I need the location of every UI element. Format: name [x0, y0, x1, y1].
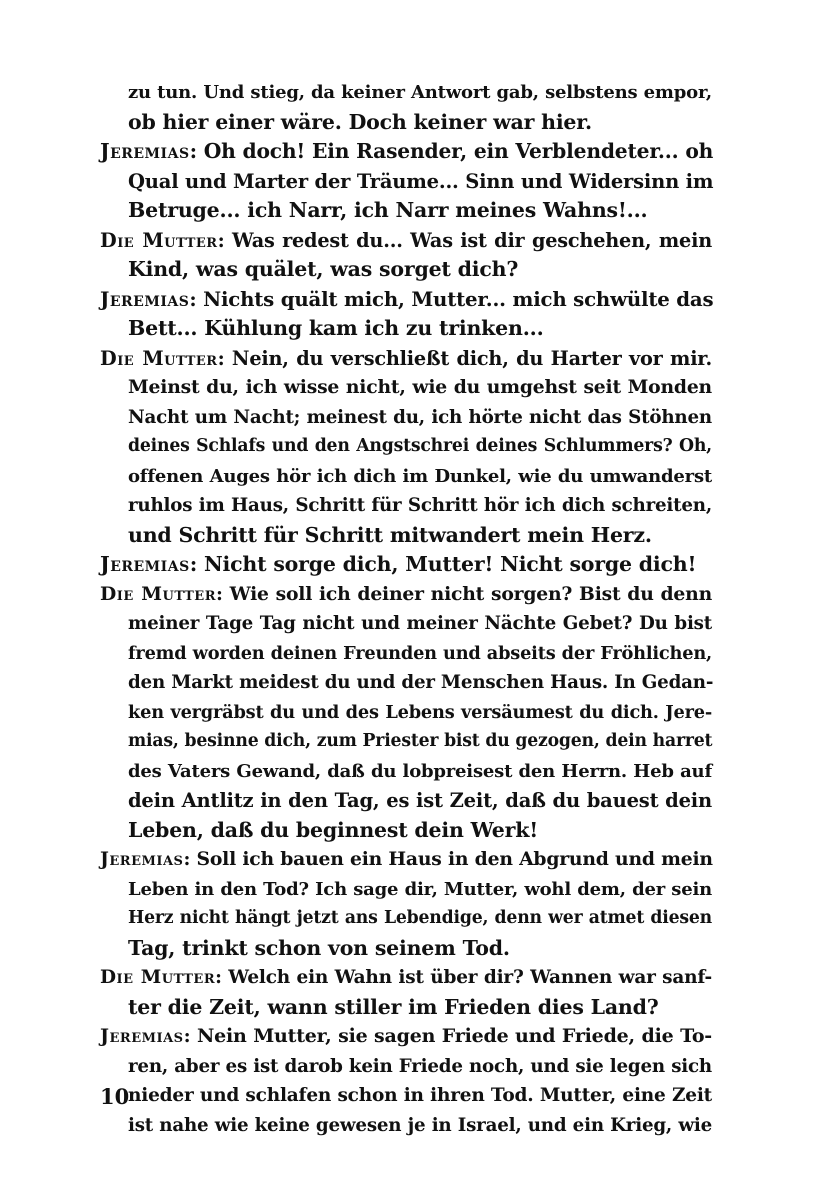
text-line: [100, 1111, 712, 1141]
line-text: den Markt meidest du und der Menschen Haus. In Gedan-: [128, 672, 714, 693]
line-text: Qual und Marter der Träume... Sinn und Widersinn im: [128, 169, 714, 193]
speaker-name: Die Mutter: [100, 346, 218, 370]
page-number: 10: [100, 1084, 130, 1109]
line-text: offenen Auges hör ich dich im Dunkel, wie du umwanderst: [128, 465, 712, 487]
text-line: [100, 167, 712, 197]
line-text: : Welch ein Wahn ist über dir? Wannen war sanf-: [215, 967, 712, 988]
line-text: : Oh doch! Ein Rasender, ein Verblendeter... oh: [189, 139, 714, 163]
line-text: dein Antlitz in den Tag, es ist Zeit, daß du bauest dein: [128, 789, 712, 812]
line-text: : Was redest du... Was ist dir geschehen, mein: [217, 228, 712, 252]
line-text: fremd worden deinen Freunden und abseits der Fröhlichen,: [128, 642, 712, 664]
text-line: [100, 491, 712, 521]
text-line: [100, 403, 712, 433]
text-line: [100, 285, 712, 315]
line-text: ren, aber es ist darob kein Friede noch, und sie legen sich: [128, 1055, 712, 1077]
line-text: Betruge... ich Narr, ich Narr meines Wahns!...: [128, 198, 648, 222]
text-line: [100, 373, 712, 403]
text-line: [100, 609, 712, 639]
text-line: [100, 255, 712, 285]
text-line: [100, 78, 712, 108]
line-text: Tag, trinkt schon von seinem Tod.: [128, 935, 510, 960]
text-line: [100, 196, 712, 226]
text-line: [100, 934, 712, 964]
text-line: [100, 727, 712, 757]
line-text: meiner Tage Tag nicht und meiner Nächte Gebet? Du bist: [128, 613, 712, 634]
text-line: [100, 698, 712, 728]
text-line: [100, 314, 712, 344]
line-text: des Vaters Gewand, daß du lobpreisest den Herrn. Heb auf: [128, 760, 712, 782]
line-text: ist nahe wie keine gewesen je in Israel, und ein Krieg, wie: [128, 1114, 712, 1136]
speaker-name: Jeremias: [100, 552, 190, 576]
text-line: [100, 1081, 712, 1111]
speaker-name: Die Mutter: [100, 967, 216, 988]
line-text: deines Schlafs und den Angstschrei deines Schlummers? Oh,: [128, 436, 712, 456]
text-line: [100, 226, 712, 256]
text-line: [100, 963, 712, 993]
line-text: ken vergräbst du und des Lebens versäumest du dich. Jere-: [128, 701, 712, 723]
line-text: und Schritt für Schritt mitwandert mein Herz.: [128, 522, 652, 547]
line-text: nieder und schlafen schon in ihren Tod. Mutter, eine Zeit: [128, 1085, 712, 1106]
text-line: [100, 344, 712, 374]
line-text: zu tun. Und stieg, da keiner Antwort gab, selbstens empor,: [128, 82, 712, 103]
line-text: Leben, daß du beginnest dein Werk!: [128, 817, 539, 842]
text-line: [100, 1022, 712, 1052]
text-line: [100, 639, 712, 669]
line-text: : Wie soll ich deiner nicht sorgen? Bist du denn: [216, 582, 712, 605]
speaker-name: Jeremias: [100, 1025, 184, 1047]
line-text: mias, besinne dich, zum Priester bist du gezogen, dein harret: [128, 731, 713, 751]
line-text: Leben in den Tod? Ich sage dir, Mutter, wohl dem, der sein: [128, 878, 712, 900]
line-text: ob hier einer wäre. Doch keiner war hier.: [128, 109, 592, 134]
speaker-name: Die Mutter: [100, 582, 216, 605]
text-line: [100, 816, 712, 846]
text-line: [100, 432, 712, 462]
speaker-name: Jeremias: [100, 286, 190, 311]
line-text: Kind, was quälet, was sorget dich?: [128, 257, 519, 281]
line-text: Herz nicht hängt jetzt ans Lebendige, denn wer atmet diesen: [128, 908, 712, 928]
line-text: : Soll ich bauen ein Haus in den Abgrund und mein: [183, 848, 713, 870]
speaker-name: Die Mutter: [100, 228, 218, 252]
text-line: [100, 580, 712, 610]
line-text: : Nein Mutter, sie sagen Friede und Friede, die To-: [183, 1025, 712, 1047]
text-line: [100, 521, 712, 551]
text-line: [100, 993, 712, 1023]
speaker-name: Jeremias: [100, 139, 190, 163]
text-line: [100, 550, 712, 580]
page-text: [100, 78, 712, 1140]
line-text: : Nicht sorge dich, Mutter! Nicht sorge dich!: [189, 552, 697, 576]
line-text: ruhlos im Haus, Schritt für Schritt hör ich dich schreiten,: [128, 495, 712, 516]
text-line: [100, 845, 712, 875]
line-text: Bett... Kühlung kam ich zu trinken...: [128, 316, 544, 340]
text-line: [100, 757, 712, 787]
text-line: [100, 462, 712, 492]
text-line: [100, 137, 712, 167]
speaker-name: Jeremias: [100, 848, 184, 870]
text-line: [100, 875, 712, 905]
text-line: [100, 786, 712, 816]
text-line: [100, 904, 712, 934]
line-text: : Nichts quält mich, Mutter... mich schwülte das: [189, 286, 714, 311]
line-text: ter die Zeit, wann stiller im Frieden dies Land?: [128, 994, 659, 1019]
text-line: [100, 668, 712, 698]
text-line: [100, 108, 712, 138]
line-text: : Nein, du verschließt dich, du Harter vor mir.: [217, 346, 712, 370]
line-text: Nacht um Nacht; meinest du, ich hörte nicht das Stöhnen: [128, 406, 712, 428]
text-line: [100, 1052, 712, 1082]
line-text: Meinst du, ich wisse nicht, wie du umgehst seit Monden: [128, 376, 712, 398]
